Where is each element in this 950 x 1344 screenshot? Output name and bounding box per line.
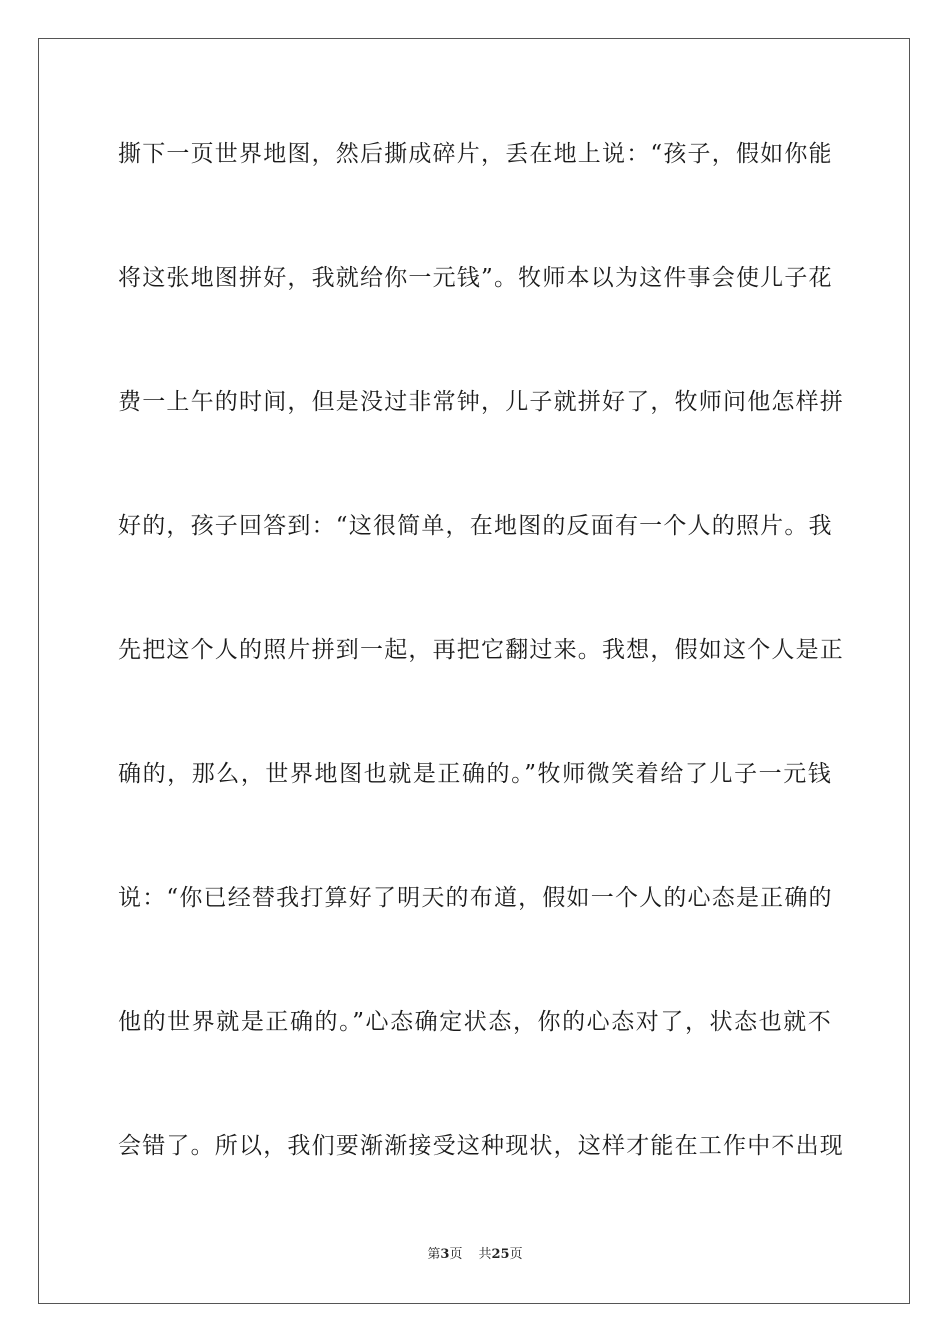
total-pages-prefix: 共 xyxy=(478,1247,492,1262)
paragraph-line: 确的，那么，世界地图也就是正确的。”牧师微笑着给了儿子一元钱 xyxy=(118,761,832,787)
paragraph-line: 说：“你已经替我打算好了明天的布道，假如一个人的心态是正确的 xyxy=(118,885,833,911)
page-footer xyxy=(0,1246,950,1264)
paragraph-line: 好的，孩子回答到：“这很简单，在地图的反面有一个人的照片。我 xyxy=(118,513,833,539)
total-pages-number: 25 xyxy=(491,1247,510,1262)
page-number-prefix: 第 xyxy=(427,1247,441,1262)
paragraph-line: 先把这个人的照片拼到一起，再把它翻过来。我想，假如这个人是正 xyxy=(118,637,844,663)
paragraph-line: 撕下一页世界地图，然后撕成碎片，丢在地上说：“孩子，假如你能 xyxy=(118,141,833,167)
page-number-suffix: 页 xyxy=(449,1247,463,1262)
document-body xyxy=(118,130,844,1246)
paragraph-line: 他的世界就是正确的。”心态确定状态，你的心态对了，状态也就不 xyxy=(118,1009,832,1035)
paragraph-line: 将这张地图拼好，我就给你一元钱”。牧师本以为这件事会使儿子花 xyxy=(118,265,833,291)
paragraph-line: 费一上午的时间，但是没过非常钟，儿子就拼好了，牧师问他怎样拼 xyxy=(118,389,844,415)
current-page-number: 3 xyxy=(440,1247,450,1262)
paragraph-line: 会错了。所以，我们要渐渐接受这种现状，这样才能在工作中不出现 xyxy=(118,1133,844,1159)
total-pages-suffix: 页 xyxy=(509,1247,523,1262)
